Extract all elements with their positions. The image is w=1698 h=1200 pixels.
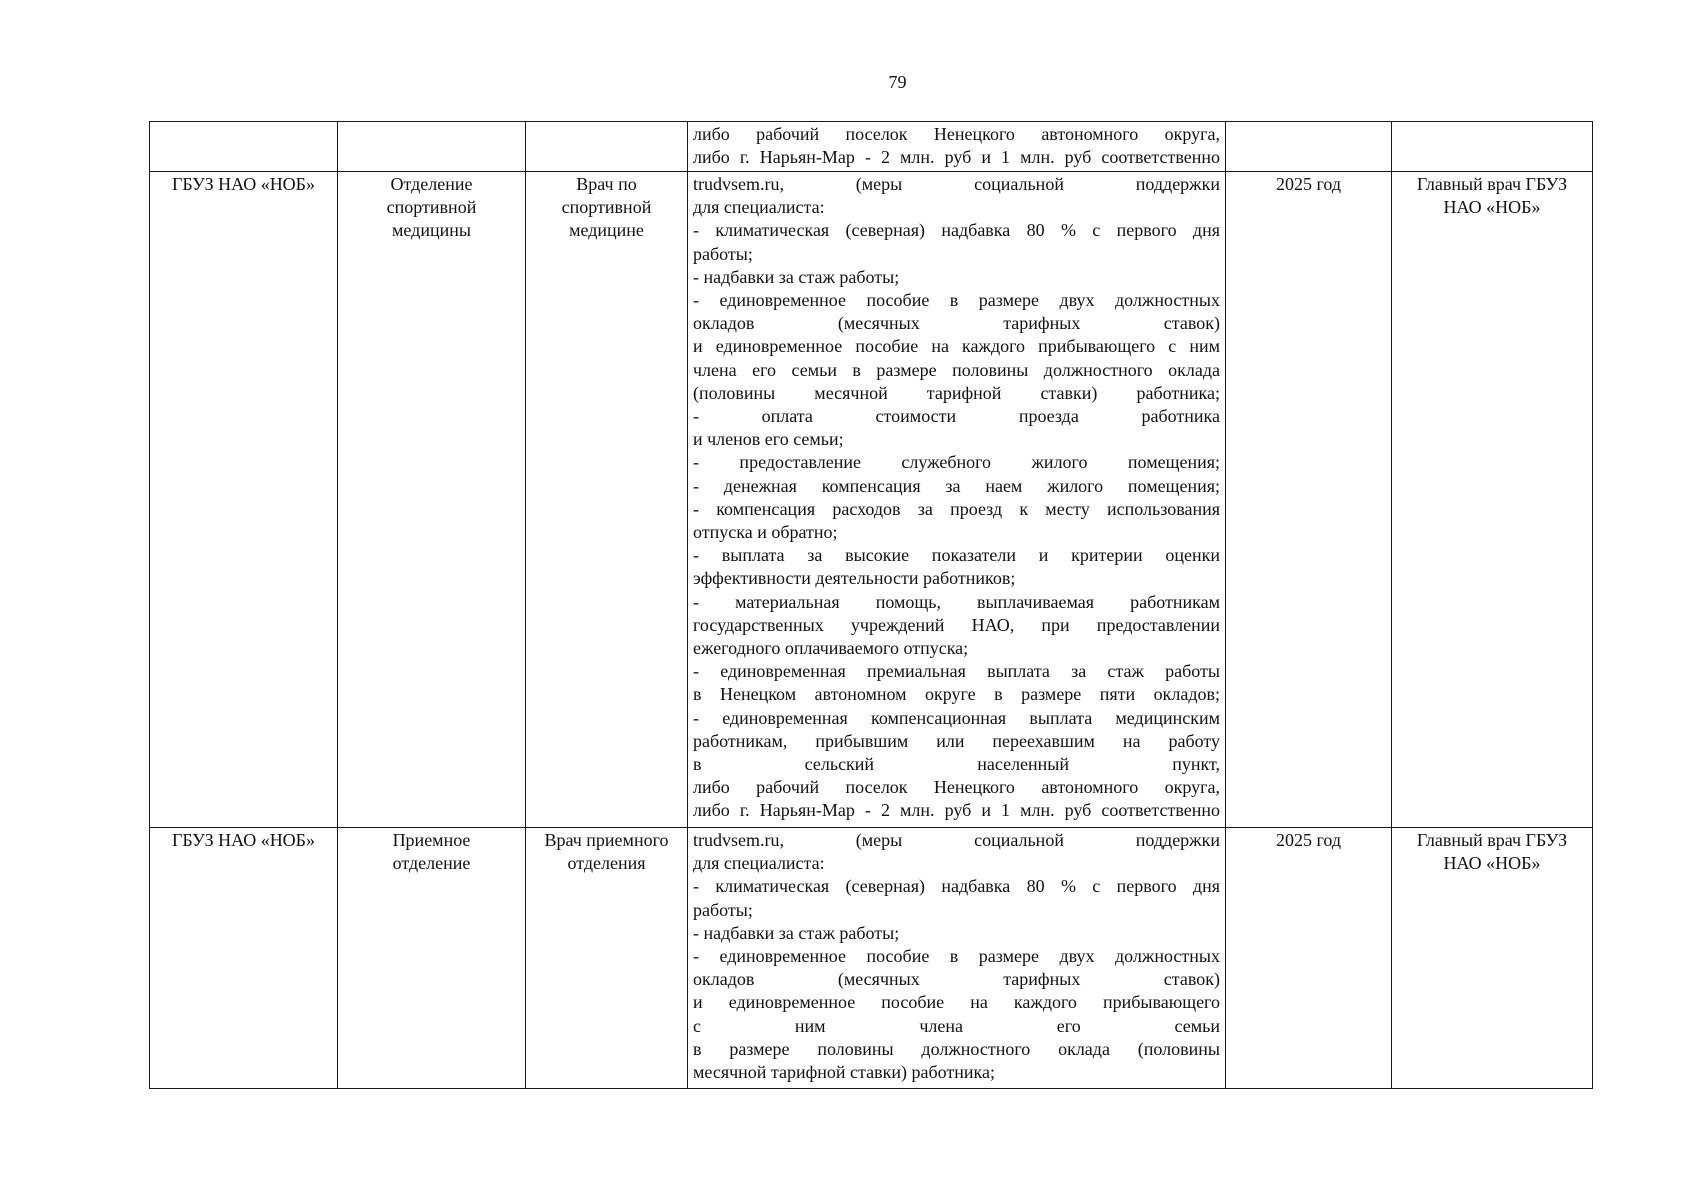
description-line: работы; (693, 243, 753, 264)
year-cell: 2025 год (1226, 172, 1392, 828)
description-line: либо рабочий поселок Ненецкого автономного округа, (693, 777, 1220, 798)
description-line: для специалиста: (693, 197, 825, 218)
description-line: отпуска и обратно; (693, 522, 838, 543)
description-line: trudvsem.ru, (меры социальной поддержки (693, 830, 1220, 850)
description-line: - надбавки за стаж работы; (693, 266, 900, 287)
description-cell (688, 122, 1226, 172)
department-cell: Приемное отделение (338, 828, 526, 1089)
description-cell (688, 828, 1226, 1089)
organization-cell: ГБУЗ НАО «НОБ» (150, 172, 338, 828)
description-line: эффективности деятельности работников; (693, 568, 1016, 589)
empty-cell (1226, 122, 1392, 172)
empty-cell (1392, 122, 1593, 172)
description-line: (половины месячной тарифной ставки) работника; (693, 382, 1220, 403)
description-line: с ним члена его семьи (693, 1015, 1220, 1036)
description-line: месячной тарифной ставки) работника; (693, 1062, 995, 1083)
description-line: ежегодного оплачиваемого отпуска; (693, 638, 969, 659)
description-line: - единовременное пособие в размере двух должностных (693, 290, 1220, 311)
description-line: для специалиста: (693, 853, 825, 874)
description-line: в Ненецком автономном округе в размере пяти окладов; (693, 684, 1220, 705)
description-line: - предоставление служебного жилого помещения; (693, 452, 1220, 473)
department-cell: Отделение спортивной медицины (338, 172, 526, 828)
table-row-continuation (150, 122, 1593, 172)
year-cell: 2025 год (1226, 828, 1392, 1089)
description-line: - денежная компенсация за наем жилого помещения; (693, 475, 1220, 496)
table-row (150, 172, 1593, 828)
description-line: работы; (693, 899, 753, 920)
description-line: окладов (месячных тарифных ставок) (693, 969, 1220, 990)
table-row (150, 828, 1593, 1089)
description-line: государственных учреждений НАО, при предоставлении (693, 614, 1220, 635)
organization-cell: ГБУЗ НАО «НОБ» (150, 828, 338, 1089)
description-line: и единовременное пособие на каждого прибывающего с ним (693, 336, 1220, 357)
responsible-cell: Главный врач ГБУЗ НАО «НОБ» (1392, 172, 1593, 828)
description-line: - оплата стоимости проезда работника (693, 406, 1220, 427)
empty-cell (338, 122, 526, 172)
responsible-cell: Главный врач ГБУЗ НАО «НОБ» (1392, 828, 1593, 1089)
description-line: работникам, прибывшим или переехавшим на работу (693, 730, 1220, 751)
description-line: - компенсация расходов за проезд к месту использования (693, 498, 1220, 519)
description-line: окладов (месячных тарифных ставок) (693, 313, 1220, 334)
description-line: члена его семьи в размере половины должностного оклада (693, 359, 1220, 380)
description-line: либо г. Нарьян-Мар - 2 млн. руб и 1 млн. руб соответственно (693, 147, 1220, 168)
description-line: либо рабочий поселок Ненецкого автономного округа, (693, 124, 1220, 144)
description-line: - единовременная компенсационная выплата медицинским (693, 707, 1220, 728)
description-line: trudvsem.ru, (меры социальной поддержки (693, 174, 1220, 194)
page-number: 79 (888, 72, 907, 92)
description-line: - единовременное пособие в размере двух должностных (693, 946, 1220, 967)
description-line: - климатическая (северная) надбавка 80 % с первого дня (693, 220, 1220, 241)
description-line: либо г. Нарьян-Мар - 2 млн. руб и 1 млн. руб соответственно (693, 800, 1220, 821)
description-line: - материальная помощь, выплачиваемая работникам (693, 591, 1220, 612)
description-line: и единовременное пособие на каждого прибывающего (693, 992, 1220, 1013)
position-cell: Врач по спортивной медицине (526, 172, 688, 828)
description-line: - надбавки за стаж работы; (693, 922, 900, 943)
position-cell: Врач приемного отделения (526, 828, 688, 1089)
description-line: - климатическая (северная) надбавка 80 % с первого дня (693, 876, 1220, 897)
empty-cell (150, 122, 338, 172)
vacancy-table (149, 121, 1593, 1089)
description-line: в размере половины должностного оклада (половины (693, 1038, 1220, 1059)
description-line: - выплата за высокие показатели и критерии оценки (693, 545, 1220, 566)
description-line: в сельский населенный пункт, (693, 754, 1220, 775)
description-cell (688, 172, 1226, 828)
description-line: - единовременная премиальная выплата за стаж работы (693, 661, 1220, 682)
empty-cell (526, 122, 688, 172)
description-line: и членов его семьи; (693, 429, 844, 450)
